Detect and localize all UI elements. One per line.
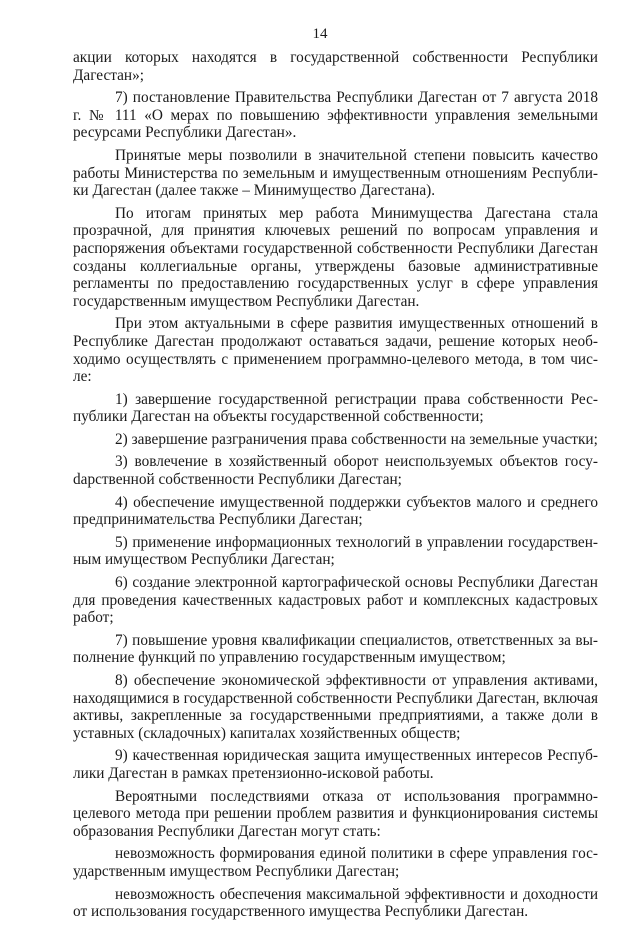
paragraph: Вероятными последствиями отказа от использования программно-целевого метода при решении проблем развития и функционирования системы образования Республики Дагестан могут стать: [73,787,598,840]
list-item: 2) завершение разграничения права собственности на земельные участки; [115,430,598,448]
paragraph: акции которых находятся в государственной собственности Республики Дагестан»; [73,49,598,84]
paragraph: невозможность обеспечения максимальной эффективности и доходности от использования государственного имущества Республики Дагестан. [73,885,598,921]
document-body [73,49,598,926]
list-item: 9) качественная юридическая защита имущественных интересов Республики Дагестан в рамках претензионно-исковой работы. [73,747,598,782]
list-item: 1) завершение государственной регистрации права собственности Республики Дагестан на объекты государственной собственности; [73,390,598,426]
list-item: 5) применение информационных технологий в управлении государственным имуществом Республики Дагестан; [73,533,598,569]
list-item: 7) повышение уровня квалификации специалистов, ответственных за выполнение функций по управлению государственным имуществом; [73,631,598,667]
page-number: 14 [312,26,328,42]
paragraph: По итогам принятых мер работа Минимущества Дагестана стала прозрачной, для принятия ключевых решений по вопросам управления и распоряжения объектами государственной собственности Республики Дагестан созданы коллегиальные органы, утверждены базовые административные регламенты по предоставлению государственных услуг в сфере управления государственным имуществом Республики Дагестан. [73,204,598,310]
list-item: 8) обеспечение экономической эффективности от управления активами, находящимися в государственной собственности Республики Дагестан, включая активы, закрепленные за государственными предприятиями, а также доли в уставных (складочных) капиталах хозяйственных обществ; [73,672,598,742]
paragraph: Принятые меры позволили в значительной степени повысить качество работы Министерства по земельным и имущественным отношениям Республики Дагестан (далее также – Минимущество Дагестана). [73,146,598,200]
paragraph: При этом актуальными в сфере развития имущественных отношений в Республике Дагестан продолжают оставаться задачи, решение которых необходимо осуществлять с применением программно-целевого метода, в том числе: [73,315,598,386]
paragraph: невозможность формирования единой политики в сфере управления государственным имуществом Республики Дагестан; [73,845,598,880]
list-item: 4) обеспечение имущественной поддержки субъектов малого и среднего предпринимательства Республики Дагестан; [73,493,598,529]
list-item: 6) создание электронной картографической основы Республики Дагестан для проведения качественных кадастровых работ и комплексных кадастровых работ; [73,574,598,627]
paragraph: 7) постановление Правительства Республики Дагестан от 7 августа 2018 г. № 111 «О мерах по повышению эффективности управления земельными ресурсами Республики Дагестан». [73,89,598,142]
list-item: 3) вовлечение в хозяйственный оборот неиспользуемых объектов госуdарственной собственности Республики Дагестан; [73,453,598,489]
